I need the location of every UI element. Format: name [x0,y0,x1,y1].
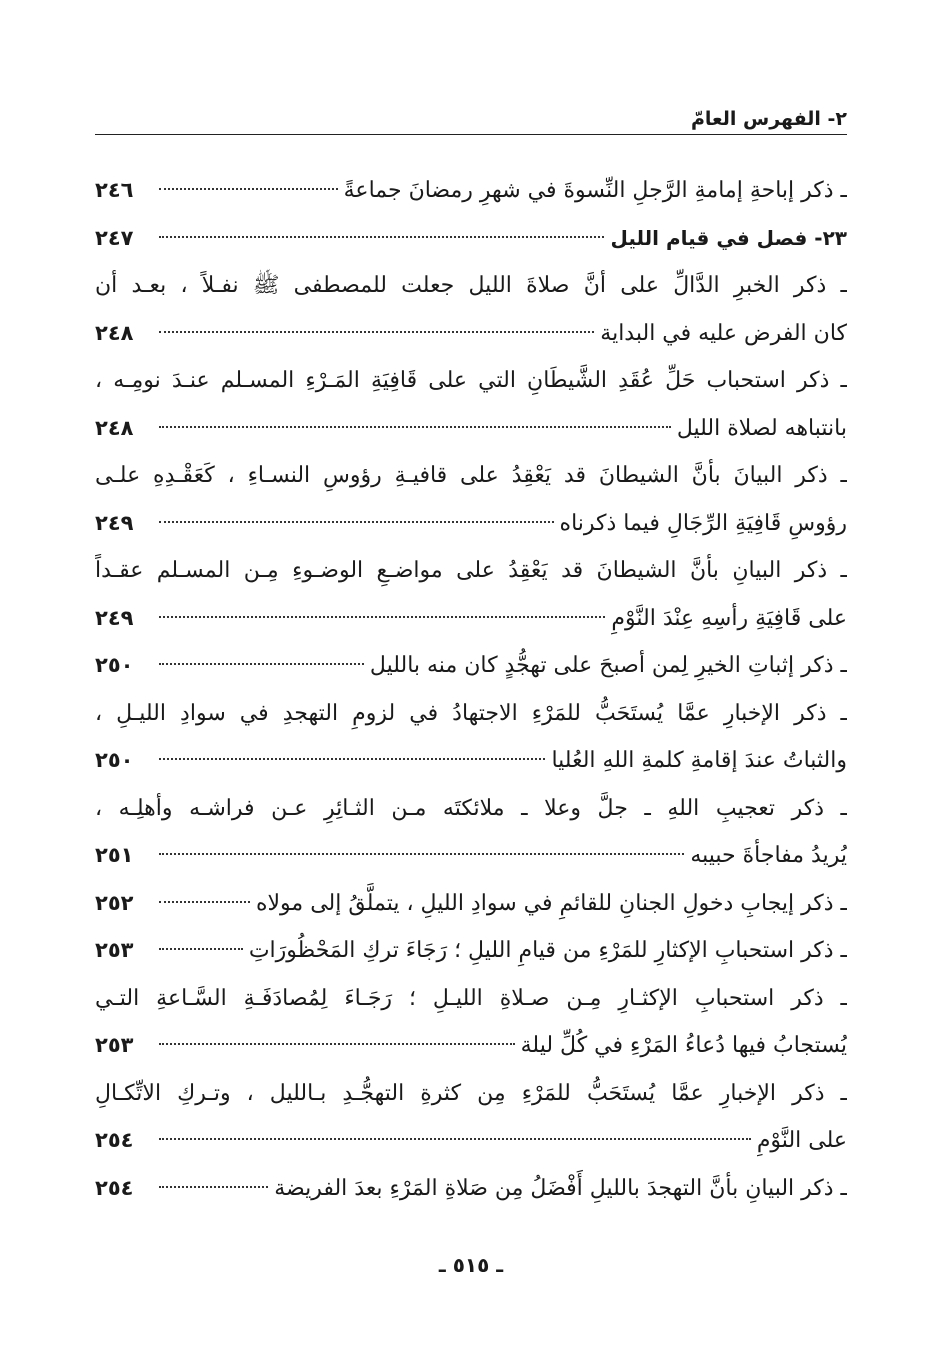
toc-entry [95,167,847,215]
toc-entry-text: يُستجابُ فيها دُعاءُ المَرْءِ في كُلِّ ليلة [520,1033,847,1058]
dot-leader [159,616,605,618]
toc-entry-text: بانتباهه لصلاة الليل [676,415,847,441]
toc-entry [95,927,847,975]
toc-entry [95,737,847,785]
dot-leader [159,1186,268,1188]
toc-page-number: ٢٤٦ [95,178,134,202]
toc-entry-text: ـ ذكر استحبابِ الإكثـارِ مِـن صـلاةِ الليـلِ ؛ رَجَـاءَ لِمُصادَفَـةِ السَّـاعةِ التـي [95,985,847,1011]
dot-leader [159,236,604,238]
toc-entry [95,1165,847,1213]
section-heading-text: ٢٣- فصل في قيام الليل [610,225,847,250]
toc-entry-text: ـ ذكر الخبرِ الدَّالِّ على أنَّ صلاةَ الليل جعلت للمصطفى ﷺ نفـلاً ، بعـد أن [95,273,847,298]
toc-entry [95,595,847,643]
toc-entry-text: ـ ذكر استحبابِ الإكثارِ للمَرْءِ من قيامِ الليلِ ؛ رَجَاءَ تركِ المَحْظُورَاتِ [248,938,847,963]
toc-entry-line [95,1070,847,1118]
section-title: ٢- الفهرس العامّ [690,108,847,130]
dot-leader [159,426,671,428]
page-number: ـ ٥١٥ ـ [438,1253,504,1277]
toc-page-number: ٢٤٧ [95,225,134,250]
toc-page-number: ٢٥٠ [95,748,134,772]
toc-page-number: ٢٥٤ [95,1175,134,1200]
toc-page-number: ٢٤٨ [95,415,134,440]
toc-page-number: ٢٤٨ [95,320,134,345]
toc-entry-text: ـ ذكر استحباب حَلِّ عُقَدِ الشَّيطَانِ التي على قَافِيَةِ المَـرْءِ المسـلم عنـدَ نومِـه ، [95,368,847,393]
toc-entry [95,642,847,690]
toc-entry-text: على النَّوْمِ [756,1128,847,1153]
toc-entry [95,1117,847,1165]
toc-page-number: ٢٥٤ [95,1128,134,1152]
toc-entry-text: ـ ذكر الإخبارِ عمَّا يُستَحَبُّ للمَرْءِ مِن كثرةِ التهجُّـدِ بـالليل ، وتـركِ الاتِّكـالِ [95,1080,847,1106]
toc-entry-text: على قَافِيَةِ رأسِهِ عِنْدَ النَّوْمِ [611,605,847,631]
toc-entry-line [95,262,847,310]
toc-page-number: ٢٤٩ [95,510,134,535]
toc-entry-line [95,547,847,595]
toc-page-number: ٢٥٣ [95,1033,134,1057]
dot-leader [159,521,554,523]
dot-leader [159,1043,515,1045]
toc-entry-text: ـ ذكر البيانِ بأنَّ الشيطانَ قد يَعْقِدُ على مواضـعِ الوضـوءِ مِـن المسـلم عقـداً [95,558,847,583]
dot-leader [159,188,338,190]
dot-leader [159,901,250,903]
toc-page-number: ٢٥٠ [95,653,134,677]
toc-entry-line [95,975,847,1023]
toc-entry-text: ـ ذكر إثباتِ الخيرِ لِمن أصبحَ على تهجُّدٍ كان منه بالليل [369,653,847,678]
toc-entry [95,500,847,548]
dot-leader [159,663,364,665]
dot-leader [159,758,545,760]
toc-entry [95,880,847,928]
toc-entry-text: ـ ذكر إباحةِ إمامةِ الرَّجلِ النِّسوةَ في شهرِ رمضانَ جماعةً [343,178,847,203]
toc-entry [95,310,847,358]
toc-entry [95,1022,847,1070]
toc-page-number: ٢٤٩ [95,605,134,630]
toc-entry-text: ـ ذكر الإخبارِ عمَّا يُستَحَبُّ للمَرْءِ الاجتهادُ في لزومِ التهجدِ في سوادِ الليـلِ ، [95,700,847,726]
toc-entry-line [95,452,847,500]
toc-entry-text: ـ ذكر تعجيبِ اللهِ ـ جلَّ وعلا ـ ملائكتَه مـن الثـائِرِ عـن فراشـه وأهلِـه ، [95,795,847,821]
toc-page-number: ٢٥٢ [95,890,134,915]
document-page [95,95,847,1315]
toc-entry-text: يُريدُ مفاجأةَ حبيبه [690,843,847,868]
dot-leader [159,331,594,333]
toc-page-number: ٢٥١ [95,843,134,867]
toc-page-number: ٢٥٣ [95,938,134,962]
toc-section-heading [95,215,847,263]
toc-entry-line [95,357,847,405]
toc-entry-line [95,785,847,833]
toc-entry-text: والثباتُ عندَ إقامةِ كلمةِ اللهِ العُليا [551,748,847,773]
toc-entry-text: ـ ذكر إيجابِ دخولِ الجنانِ للقائمِ في سوادِ الليلِ ، يتملَّقُ إلى مولاه [255,890,847,916]
table-of-contents [95,167,847,1212]
toc-entry-text: ـ ذكر البيانَ بأنَّ الشيطانَ قد يَعْقِدُ على قافيـةِ رؤوسِ النسـاءِ ، كَعَقْـدِهِ علـى [95,463,847,488]
running-header [95,95,847,135]
toc-entry [95,832,847,880]
toc-entry [95,405,847,453]
dot-leader [159,853,684,855]
toc-entry-text: ـ ذكر البيانِ بأنَّ التهجدَ بالليلِ أَفْضَلُ مِن صَلاةِ المَرْءِ بعدَ الفريضة [274,1175,847,1201]
toc-entry-text: رؤوسِ قَافِيَةِ الرِّجَالِ فيما ذكرناه [559,510,847,536]
dot-leader [159,948,243,950]
dot-leader [159,1138,751,1140]
toc-entry-line [95,690,847,738]
toc-entry-text: كان الفرض عليه في البداية [600,320,847,346]
